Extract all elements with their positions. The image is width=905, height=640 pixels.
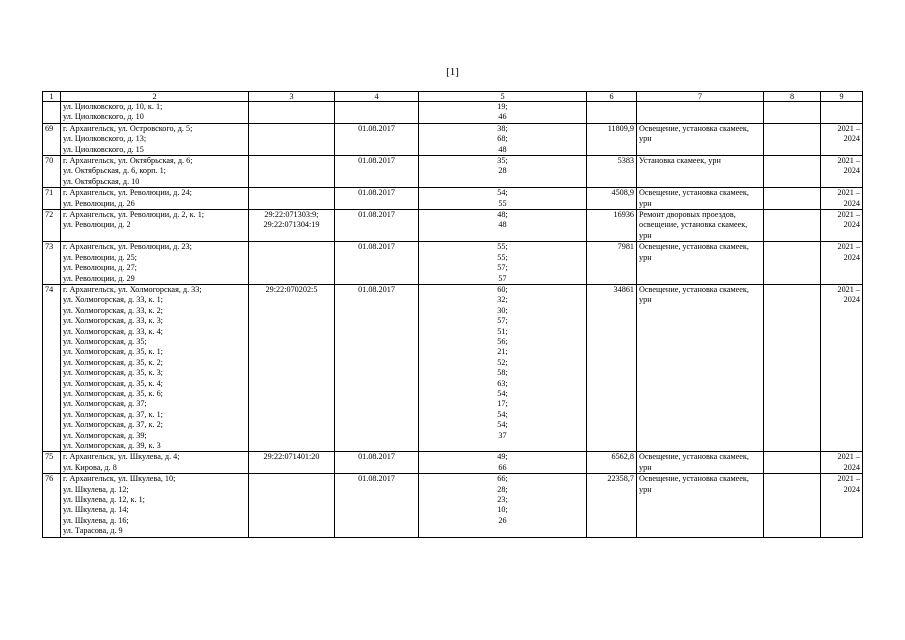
- works-cell: [637, 210, 764, 242]
- address-line: ул. Холмогорская, д. 35, к. 4;: [63, 378, 163, 388]
- table-row: [43, 474, 863, 537]
- address-line: ул. Революции, д. 26: [63, 198, 135, 208]
- number-line: 54;: [497, 388, 508, 398]
- column-header: 9: [821, 92, 863, 102]
- area-cell: 34861: [587, 284, 637, 452]
- numbers-cell: [419, 452, 587, 474]
- address-line: ул. Холмогорская, д. 37;: [63, 399, 147, 409]
- column-8-cell: [764, 210, 821, 242]
- date-cell: 01.08.2017: [335, 210, 419, 242]
- cadastral-number: 29:22:071303:9;: [264, 210, 319, 220]
- works-text: Ремонт дворовых проездов, освещение, установка скамеек, урн: [639, 210, 748, 240]
- column-8-cell: [764, 102, 821, 124]
- works-text: Освещение, установка скамеек, урн: [639, 123, 749, 144]
- number-line: 51;: [497, 326, 508, 336]
- works-cell: [637, 452, 764, 474]
- number-line: 28: [498, 166, 507, 176]
- column-header: 2: [61, 92, 249, 102]
- row-number-cell: 70: [43, 156, 61, 188]
- period-cell: 2021 – 2024: [821, 123, 863, 155]
- address-line: ул. Холмогорская, д. 35, к. 3;: [63, 368, 163, 378]
- number-line: 56;: [497, 336, 508, 346]
- number-line: 48: [498, 220, 507, 230]
- address-line: г. Архангельск, ул. Революции, д. 23;: [63, 242, 192, 252]
- area-cell: 4508,9: [587, 188, 637, 210]
- addresses-cell: [61, 284, 249, 452]
- address-line: ул. Шкулева, д. 14;: [63, 505, 129, 515]
- address-line: г. Архангельск, ул. Шкулева, д. 4;: [63, 452, 180, 462]
- page-number: [1]: [446, 66, 459, 78]
- number-line: 21;: [497, 347, 508, 357]
- row-number-cell: 72: [43, 210, 61, 242]
- period-cell: 2021 – 2024: [821, 284, 863, 452]
- period-cell: 2021 – 2024: [821, 242, 863, 285]
- address-line: ул. Холмогорская, д. 35;: [63, 336, 147, 346]
- works-cell: [637, 474, 764, 537]
- addresses-cell: [61, 188, 249, 210]
- number-line: 48: [498, 144, 507, 154]
- column-header: 8: [764, 92, 821, 102]
- column-8-cell: [764, 474, 821, 537]
- address-line: ул. Холмогорская, д. 33, к. 3;: [63, 316, 163, 326]
- address-line: г. Архангельск, ул. Революции, д. 2, к. 1;: [63, 210, 205, 220]
- number-line: 54;: [497, 409, 508, 419]
- number-line: 26: [498, 515, 507, 525]
- number-line: 54;: [497, 188, 508, 198]
- works-cell: [637, 123, 764, 155]
- address-line: ул. Холмогорская, д. 35, к. 6;: [63, 388, 163, 398]
- number-line: 30;: [497, 305, 508, 315]
- address-line: ул. Холмогорская, д. 39;: [63, 430, 147, 440]
- period-cell: 2021 – 2024: [821, 474, 863, 537]
- table-row: [43, 284, 863, 452]
- number-line: 23;: [497, 495, 508, 505]
- address-line: ул. Тарасова, д. 9: [63, 526, 123, 536]
- address-line: ул. Шкулева, д. 12, к. 1;: [63, 495, 145, 505]
- address-line: ул. Холмогорская, д. 33, к. 4;: [63, 326, 163, 336]
- column-8-cell: [764, 284, 821, 452]
- number-line: 32;: [497, 295, 508, 305]
- column-8-cell: [764, 242, 821, 285]
- cadastral-cell: [249, 474, 335, 537]
- date-cell: 01.08.2017: [335, 242, 419, 285]
- address-line: ул. Холмогорская, д. 35, к. 2;: [63, 357, 163, 367]
- address-line: ул. Холмогорская, д. 33, к. 2;: [63, 305, 163, 315]
- numbers-cell: [419, 242, 587, 285]
- address-line: г. Архангельск, ул. Островского, д. 5;: [63, 123, 193, 133]
- address-line: ул. Циолковского, д. 13;: [63, 134, 147, 144]
- register-table: [42, 91, 863, 538]
- area-cell: 5383: [587, 156, 637, 188]
- number-line: 63;: [497, 378, 508, 388]
- address-line: ул. Шкулева, д. 16;: [63, 515, 129, 525]
- address-line: г. Архангельск, ул. Революции, д. 24;: [63, 188, 192, 198]
- period-cell: 2021 – 2024: [821, 210, 863, 242]
- address-line: ул. Холмогорская, д. 33, к. 1;: [63, 295, 163, 305]
- addresses-cell: [61, 102, 249, 124]
- area-cell: 7981: [587, 242, 637, 285]
- area-cell: 11809,9: [587, 123, 637, 155]
- works-cell: [637, 102, 764, 124]
- number-line: 66;: [497, 474, 508, 484]
- row-number-cell: 76: [43, 474, 61, 537]
- number-line: 46: [498, 112, 507, 122]
- number-line: 57: [498, 273, 507, 283]
- works-text: Установка скамеек, урн: [639, 156, 721, 166]
- address-line: ул. Холмогорская, д. 39, к. 3: [63, 441, 161, 450]
- address-line: ул. Холмогорская, д. 37, к. 2;: [63, 420, 163, 430]
- table-row: [43, 102, 863, 124]
- area-cell: [587, 102, 637, 124]
- address-line: ул. Циолковского, д. 15: [63, 144, 144, 154]
- number-line: 35;: [497, 156, 508, 166]
- addresses-cell: [61, 474, 249, 537]
- number-line: 55: [498, 198, 507, 208]
- column-header: 4: [335, 92, 419, 102]
- date-cell: 01.08.2017: [335, 156, 419, 188]
- row-number-cell: 69: [43, 123, 61, 155]
- date-cell: 01.08.2017: [335, 284, 419, 452]
- works-cell: [637, 188, 764, 210]
- numbers-cell: [419, 156, 587, 188]
- cadastral-cell: [249, 452, 335, 474]
- cadastral-cell: [249, 242, 335, 285]
- address-line: ул. Шкулева, д. 12;: [63, 484, 129, 494]
- address-line: г. Архангельск, ул. Холмогорская, д. 33;: [63, 284, 202, 294]
- works-cell: [637, 284, 764, 452]
- address-line: ул. Холмогорская, д. 37, к. 1;: [63, 409, 163, 419]
- addresses-cell: [61, 452, 249, 474]
- number-line: 52;: [497, 357, 508, 367]
- number-line: 48;: [497, 210, 508, 220]
- address-line: г. Архангельск, ул. Шкулева, 10;: [63, 474, 176, 484]
- row-number-cell: 73: [43, 242, 61, 285]
- cadastral-number: 29:22:071304:19: [263, 220, 320, 230]
- works-text: Освещение, установка скамеек, урн: [639, 284, 749, 305]
- area-cell: 22358,7: [587, 474, 637, 537]
- cadastral-number: 29:22:070202:5: [265, 284, 318, 294]
- area-cell: 6562,8: [587, 452, 637, 474]
- period-cell: 2021 – 2024: [821, 452, 863, 474]
- works-text: Освещение, установка скамеек, урн: [639, 474, 749, 494]
- cadastral-number: 29:22:071401:20: [263, 452, 320, 462]
- number-line: 49;: [497, 452, 508, 462]
- number-line: 28;: [497, 484, 508, 494]
- cadastral-cell: [249, 210, 335, 242]
- table-row: [43, 242, 863, 285]
- row-number-cell: 75: [43, 452, 61, 474]
- number-line: 66: [498, 462, 507, 472]
- address-line: ул. Революции, д. 25;: [63, 252, 137, 262]
- numbers-cell: [419, 102, 587, 124]
- numbers-cell: [419, 188, 587, 210]
- column-header: 7: [637, 92, 764, 102]
- cadastral-cell: [249, 188, 335, 210]
- table-row: [43, 210, 863, 242]
- addresses-cell: [61, 123, 249, 155]
- number-line: 55;: [497, 242, 508, 252]
- cadastral-cell: [249, 284, 335, 452]
- works-text: Освещение, установка скамеек, урн: [639, 188, 749, 208]
- number-line: 17;: [497, 399, 508, 409]
- column-8-cell: [764, 188, 821, 210]
- numbers-cell: [419, 474, 587, 537]
- date-cell: 01.08.2017: [335, 452, 419, 474]
- address-line: г. Архангельск, ул. Октябрьская, д. 6;: [63, 156, 193, 166]
- works-cell: [637, 242, 764, 285]
- number-line: 57;: [497, 316, 508, 326]
- period-cell: 2021 – 2024: [821, 188, 863, 210]
- numbers-cell: [419, 123, 587, 155]
- row-number-cell: 71: [43, 188, 61, 210]
- cadastral-cell: [249, 123, 335, 155]
- column-header: 5: [419, 92, 587, 102]
- number-line: 58;: [497, 368, 508, 378]
- cadastral-cell: [249, 102, 335, 124]
- number-line: 38;: [497, 123, 508, 133]
- date-cell: 01.08.2017: [335, 188, 419, 210]
- date-cell: 01.08.2017: [335, 123, 419, 155]
- address-line: ул. Революции, д. 27;: [63, 263, 137, 273]
- column-8-cell: [764, 452, 821, 474]
- table-row: [43, 188, 863, 210]
- period-cell: 2021 – 2024: [821, 156, 863, 188]
- works-cell: [637, 156, 764, 188]
- numbers-cell: [419, 284, 587, 452]
- works-text: Освещение, установка скамеек, урн: [639, 452, 749, 472]
- row-number-cell: [43, 102, 61, 124]
- address-line: ул. Революции, д. 29: [63, 273, 135, 283]
- table-row: [43, 123, 863, 155]
- numbers-cell: [419, 210, 587, 242]
- address-line: ул. Революции, д. 2: [63, 220, 131, 230]
- cadastral-cell: [249, 156, 335, 188]
- addresses-cell: [61, 210, 249, 242]
- column-header: 3: [249, 92, 335, 102]
- column-8-cell: [764, 123, 821, 155]
- table-row: [43, 156, 863, 188]
- number-line: 54;: [497, 420, 508, 430]
- column-header: 6: [587, 92, 637, 102]
- addresses-cell: [61, 242, 249, 285]
- number-line: 19;: [497, 102, 508, 111]
- number-line: 55;: [497, 252, 508, 262]
- addresses-cell: [61, 156, 249, 188]
- address-line: ул. Октябрьская, д. 6, корп. 1;: [63, 166, 166, 176]
- column-8-cell: [764, 156, 821, 188]
- address-line: ул. Циолковского, д. 10: [63, 112, 144, 122]
- column-header: 1: [43, 92, 61, 102]
- works-text: Освещение, установка скамеек, урн: [639, 242, 749, 262]
- number-line: 37: [498, 430, 507, 440]
- number-line: 68;: [497, 134, 508, 144]
- address-line: ул. Холмогорская, д. 35, к. 1;: [63, 347, 163, 357]
- address-line: ул. Октябрьская, д. 10: [63, 176, 140, 186]
- date-cell: [335, 102, 419, 124]
- table-row: [43, 452, 863, 474]
- period-cell: [821, 102, 863, 124]
- area-cell: 16936: [587, 210, 637, 242]
- date-cell: 01.08.2017: [335, 474, 419, 537]
- address-line: ул. Циолковского, д. 10, к. 1;: [63, 102, 163, 111]
- number-line: 57;: [497, 263, 508, 273]
- number-line: 60;: [497, 284, 508, 294]
- row-number-cell: 74: [43, 284, 61, 452]
- address-line: ул. Кирова, д. 8: [63, 462, 117, 472]
- number-line: 10;: [497, 505, 508, 515]
- header-row: [43, 92, 863, 102]
